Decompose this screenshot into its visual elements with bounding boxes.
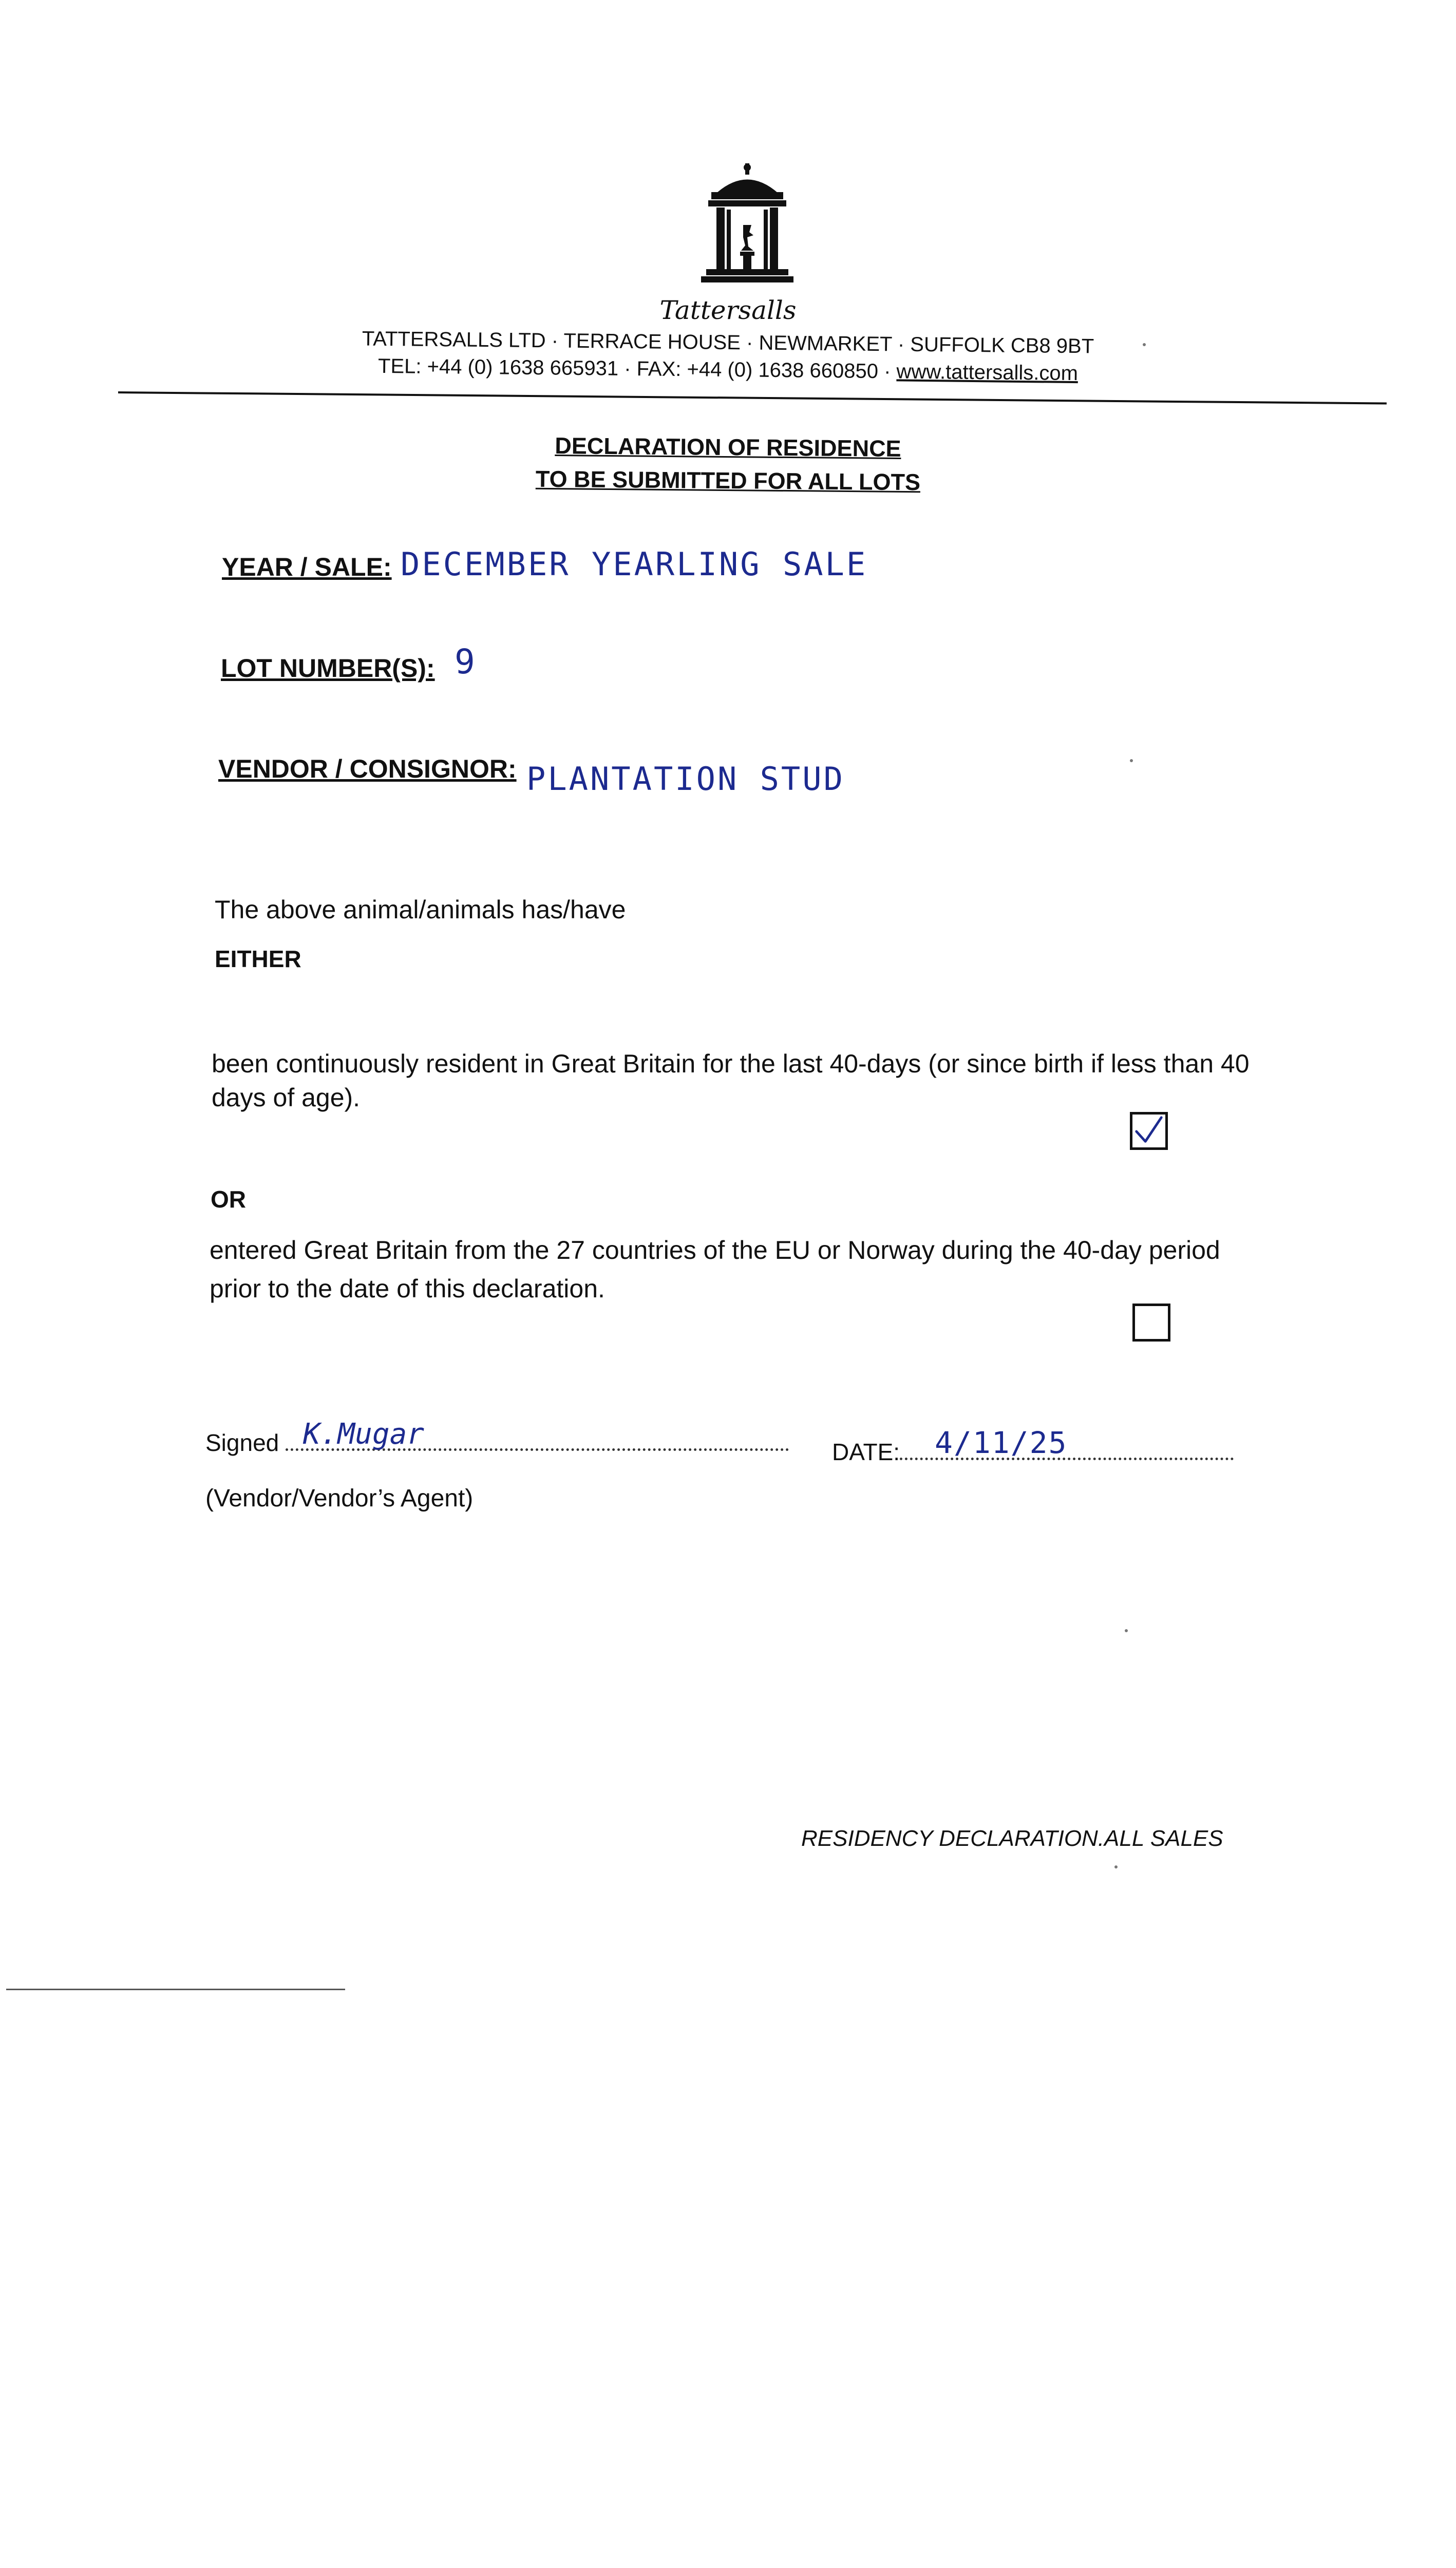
option1-text-line1: been continuously resident in Great Britain for the last 40-days (or since birth if less than 40 [212, 1049, 1250, 1078]
scan-speck [1114, 1865, 1118, 1868]
signed-label: Signed [205, 1429, 279, 1456]
declaration-intro: The above animal/animals has/have [215, 895, 626, 924]
option2-checkbox[interactable] [1132, 1304, 1170, 1342]
scan-speck [1125, 1629, 1128, 1632]
scan-speck [1143, 343, 1146, 346]
option2-text-line2: prior to the date of this declaration. [210, 1274, 605, 1303]
year-sale-value: DECEMBER YEARLING SALE [401, 545, 868, 583]
date-label: DATE: [832, 1439, 900, 1465]
option2-text-line1: entered Great Britain from the 27 countries of the EU or Norway during the 40-day period [210, 1236, 1220, 1264]
lot-number-value: 9 [455, 642, 477, 682]
option1-text-line2: days of age). [212, 1083, 361, 1112]
vendor-label: VENDOR / CONSIGNOR: [218, 754, 517, 783]
scan-speck [1130, 759, 1133, 762]
tattersalls-logo [696, 163, 799, 289]
lot-number-label: LOT NUMBER(S): [221, 654, 435, 683]
signed-line [205, 1429, 789, 1457]
footer-text: RESIDENCY DECLARATION.ALL SALES [801, 1826, 1223, 1851]
document-title: DECLARATION OF RESIDENCE [555, 432, 901, 462]
website-link[interactable]: www.tattersalls.com [896, 360, 1079, 385]
document-subtitle: TO BE SUBMITTED FOR ALL LOTS [535, 465, 921, 496]
date-value: 4/11/25 [935, 1425, 1068, 1460]
signature-value: K.Mugar [303, 1418, 425, 1451]
vendor-value: PLANTATION STUD [526, 760, 845, 798]
year-sale-label: YEAR / SALE: [222, 553, 392, 581]
brand-name: Tattersalls [659, 295, 797, 325]
scan-edge-line [6, 1989, 345, 1990]
checkmark-icon [1132, 1114, 1165, 1148]
or-label: OR [211, 1186, 246, 1213]
contact-phone-fax: TEL: +44 (0) 1638 665931 · FAX: +44 (0) 1638 660850 · [377, 354, 897, 383]
header-divider [118, 391, 1387, 405]
address-line: TATTERSALLS LTD · TERRACE HOUSE · NEWMARKET · SUFFOLK CB8 9BT [362, 327, 1094, 358]
option1-checkbox[interactable] [1130, 1112, 1168, 1150]
either-label: EITHER [215, 946, 301, 972]
signer-role: (Vendor/Vendor’s Agent) [205, 1485, 474, 1512]
